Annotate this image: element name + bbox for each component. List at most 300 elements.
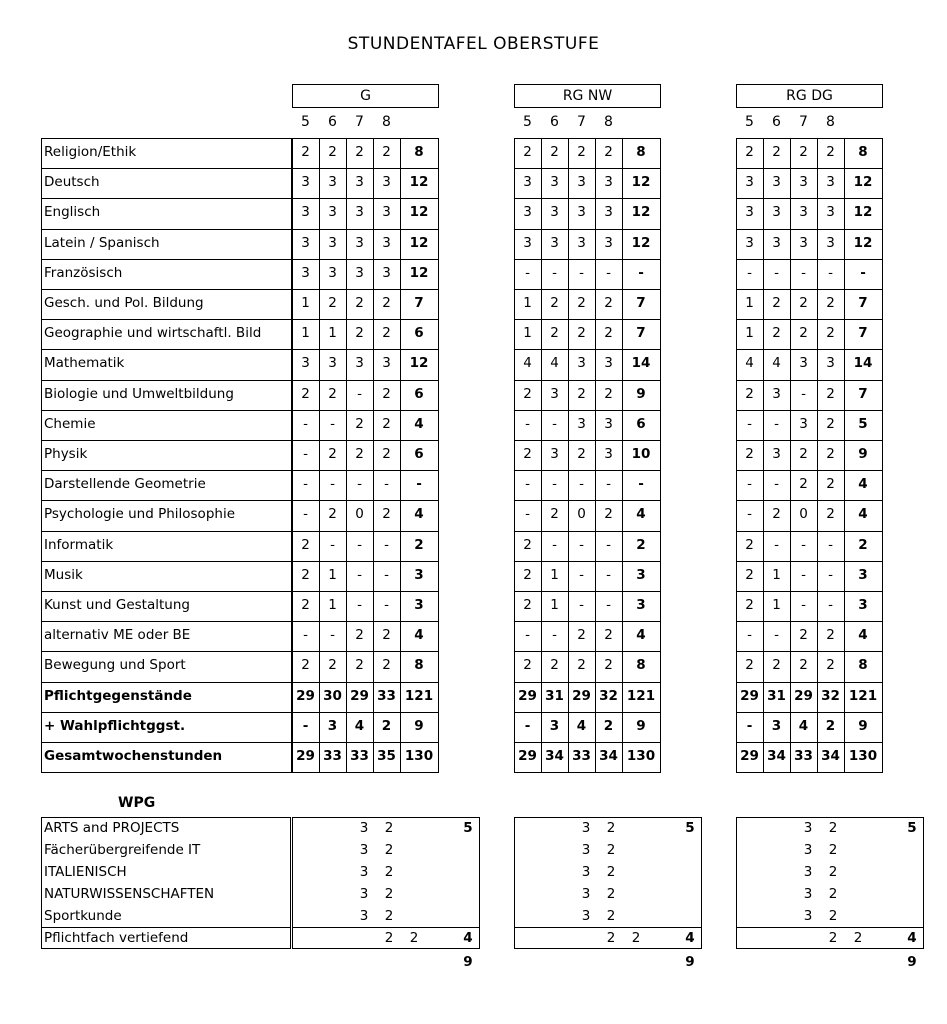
total-cell: 6 <box>414 325 424 342</box>
hours-cell: 2 <box>550 506 559 523</box>
grid-line <box>514 259 661 260</box>
hours-cell: 1 <box>523 295 532 311</box>
hours-cell: 33 <box>572 748 591 764</box>
grid-line <box>41 591 292 592</box>
wpg-hours-cell: 2 <box>853 930 863 946</box>
hours-cell: 2 <box>382 627 391 644</box>
hours-cell: - <box>384 536 389 553</box>
wpg-hours-cell: 2 <box>409 930 419 946</box>
grid-line <box>514 380 661 381</box>
hours-cell: 3 <box>577 174 586 191</box>
grid-line <box>514 198 661 199</box>
total-cell: 3 <box>636 566 646 583</box>
hours-cell: 2 <box>826 506 835 523</box>
hours-cell: - <box>579 597 584 613</box>
hours-cell: 2 <box>328 506 337 523</box>
total-cell: 6 <box>414 385 424 402</box>
hours-cell: - <box>828 536 833 553</box>
hours-cell: 3 <box>550 446 559 462</box>
total-cell: 4 <box>414 415 424 432</box>
total-cell: 3 <box>858 566 868 583</box>
hours-cell: 2 <box>328 446 337 462</box>
grid-line <box>319 138 320 772</box>
hours-cell: 2 <box>550 295 559 311</box>
hours-cell: 3 <box>799 415 808 432</box>
grid-line <box>292 621 439 622</box>
subject-label: Englisch <box>44 204 101 221</box>
grid-line <box>514 138 515 772</box>
grid-line <box>736 772 883 773</box>
wpg-hours-cell: 2 <box>384 820 394 836</box>
grid-line <box>292 772 439 773</box>
grid-line <box>736 410 883 411</box>
wpg-hours-cell: 2 <box>828 908 838 924</box>
grid-line <box>736 168 883 169</box>
hours-cell: 2 <box>301 144 310 160</box>
total-cell: 3 <box>414 597 424 613</box>
hours-cell: 4 <box>576 717 587 734</box>
hours-cell: 2 <box>604 627 613 644</box>
wpg-total-cell: 5 <box>463 820 473 836</box>
hours-cell: 2 <box>523 385 532 402</box>
hours-cell: 1 <box>550 566 559 583</box>
hours-cell: 30 <box>323 687 342 704</box>
hours-cell: - <box>357 597 362 613</box>
grid-line <box>292 349 439 350</box>
hours-cell: - <box>579 536 584 553</box>
hours-cell: 2 <box>523 536 532 553</box>
grid-line <box>844 138 845 772</box>
total-cell: 12 <box>853 204 873 221</box>
grid-line <box>514 229 661 230</box>
total-cell: 12 <box>853 234 873 251</box>
wpg-hours-cell: 3 <box>581 842 591 858</box>
hours-cell: 2 <box>826 476 835 493</box>
grid-line <box>514 470 661 471</box>
hours-cell: 1 <box>772 597 781 613</box>
hours-cell: - <box>330 415 335 432</box>
hours-cell: 3 <box>301 355 310 372</box>
grid-line <box>292 531 439 532</box>
hours-cell: - <box>384 566 389 583</box>
hours-cell: 2 <box>382 415 391 432</box>
hours-cell: 2 <box>772 506 781 523</box>
total-cell: 9 <box>858 446 868 462</box>
total-cell: 12 <box>409 204 429 221</box>
grid-line <box>41 470 292 471</box>
grid-line <box>292 259 439 260</box>
hours-cell: 2 <box>799 144 808 160</box>
grid-line <box>292 289 439 290</box>
hours-cell: 2 <box>550 144 559 160</box>
wpg-hours-cell: 2 <box>606 886 616 902</box>
grid-line <box>514 621 661 622</box>
hours-cell: 2 <box>301 385 310 402</box>
total-cell: 121 <box>404 687 434 704</box>
hours-cell: 2 <box>745 446 754 462</box>
hours-cell: 3 <box>577 415 586 432</box>
hours-cell: 2 <box>523 597 532 613</box>
hours-cell: 29 <box>296 687 315 704</box>
wpg-hours-cell: 3 <box>359 820 369 836</box>
hours-cell: 3 <box>550 204 559 221</box>
hours-cell: 0 <box>799 506 808 523</box>
year-label: 7 <box>799 114 808 130</box>
year-label: 7 <box>355 114 364 130</box>
hours-cell: - <box>552 264 557 281</box>
hours-cell: 3 <box>577 355 586 372</box>
total-cell: 8 <box>636 657 646 674</box>
hours-cell: 3 <box>328 264 337 281</box>
wpg-hours-cell: 2 <box>384 908 394 924</box>
subject-label: Mathematik <box>44 355 125 372</box>
total-cell: 9 <box>414 717 424 734</box>
hours-cell: 3 <box>382 264 391 281</box>
hours-cell: - <box>330 536 335 553</box>
hours-cell: - <box>552 627 557 644</box>
hours-cell: - <box>525 476 530 493</box>
grid-line <box>736 319 883 320</box>
grid-line <box>514 531 661 532</box>
hours-cell: - <box>801 566 806 583</box>
wpg-row-label: Fächerübergreifende IT <box>44 842 201 858</box>
hours-cell: 2 <box>523 144 532 160</box>
wpg-grand-total: 9 <box>907 954 917 970</box>
hours-cell: 2 <box>799 657 808 674</box>
grid-line <box>292 682 439 683</box>
hours-cell: 29 <box>740 748 759 764</box>
hours-cell: - <box>384 597 389 613</box>
total-cell: 12 <box>631 174 651 191</box>
hours-cell: 2 <box>382 446 391 462</box>
total-cell: 3 <box>414 566 424 583</box>
hours-cell: 2 <box>523 566 532 583</box>
hours-cell: 3 <box>355 174 364 191</box>
total-cell: 2 <box>636 536 646 553</box>
hours-cell: 2 <box>745 536 754 553</box>
hours-cell: - <box>801 385 806 402</box>
hours-cell: 2 <box>577 385 586 402</box>
grid-line <box>736 440 883 441</box>
grid-line <box>736 198 883 199</box>
grid-line <box>400 138 401 772</box>
total-cell: 12 <box>409 234 429 251</box>
grid-line <box>292 168 439 169</box>
grid-line <box>292 742 439 743</box>
hours-cell: - <box>606 597 611 613</box>
subject-label: Biologie und Umweltbildung <box>44 385 234 402</box>
subject-label: alternativ ME oder BE <box>44 627 191 644</box>
total-cell: 9 <box>636 717 646 734</box>
hours-cell: 3 <box>799 174 808 191</box>
hours-cell: - <box>746 717 753 734</box>
total-cell: - <box>860 264 866 281</box>
hours-cell: 2 <box>577 295 586 311</box>
grid-line <box>292 470 439 471</box>
hours-cell: 2 <box>604 325 613 342</box>
wpg-hours-cell: 2 <box>828 930 838 946</box>
hours-cell: 33 <box>377 687 396 704</box>
hours-cell: 2 <box>382 144 391 160</box>
wpg-hours-cell: 3 <box>803 886 813 902</box>
grid-line <box>41 561 292 562</box>
total-cell: 5 <box>858 415 868 432</box>
subject-label: Gesch. und Pol. Bildung <box>44 295 204 311</box>
hours-cell: 3 <box>550 385 559 402</box>
wpg-hours-cell: 2 <box>384 842 394 858</box>
wpg-hours-cell: 3 <box>359 842 369 858</box>
hours-cell: 2 <box>328 657 337 674</box>
hours-cell: - <box>525 415 530 432</box>
total-cell: - <box>638 476 644 493</box>
hours-cell: 3 <box>301 264 310 281</box>
grid-line <box>568 138 569 772</box>
subject-label: Geographie und wirtschaftl. Bild <box>44 325 262 342</box>
hours-cell: 3 <box>549 717 560 734</box>
total-cell: 8 <box>858 144 868 160</box>
grid-line <box>292 591 439 592</box>
hours-cell: - <box>747 264 752 281</box>
subject-label: Religion/Ethik <box>44 144 137 160</box>
hours-cell: 3 <box>301 204 310 221</box>
hours-cell: 2 <box>826 415 835 432</box>
hours-cell: 1 <box>772 566 781 583</box>
group-header: G <box>292 84 439 108</box>
wpg-hours-cell: 2 <box>606 842 616 858</box>
hours-cell: 3 <box>382 204 391 221</box>
year-label: 6 <box>328 114 337 130</box>
total-cell: 3 <box>636 597 646 613</box>
hours-cell: 2 <box>745 597 754 613</box>
subject-label: Französisch <box>44 264 123 281</box>
hours-cell: 3 <box>826 204 835 221</box>
hours-cell: 2 <box>328 385 337 402</box>
grid-line <box>41 410 292 411</box>
hours-cell: 3 <box>382 174 391 191</box>
hours-cell: - <box>606 264 611 281</box>
wpg-hours-cell: 3 <box>359 864 369 880</box>
subject-label: Physik <box>44 446 88 462</box>
hours-cell: 2 <box>577 144 586 160</box>
grid-line <box>41 500 292 501</box>
wpg-hours-cell: 2 <box>828 820 838 836</box>
hours-cell: - <box>774 627 779 644</box>
hours-cell: 2 <box>577 657 586 674</box>
subject-label: + Wahlpflichtggst. <box>44 717 186 734</box>
grid-line <box>736 259 883 260</box>
grid-line <box>514 500 661 501</box>
hours-cell: 2 <box>799 325 808 342</box>
grid-line <box>736 561 883 562</box>
hours-cell: 3 <box>523 174 532 191</box>
hours-cell: 2 <box>604 385 613 402</box>
hours-cell: 3 <box>604 415 613 432</box>
hours-cell: 29 <box>518 748 537 764</box>
hours-cell: 3 <box>799 204 808 221</box>
hours-cell: 3 <box>745 234 754 251</box>
hours-cell: 4 <box>550 355 559 372</box>
grid-line <box>514 410 661 411</box>
hours-cell: 3 <box>355 355 364 372</box>
grid-line <box>514 289 661 290</box>
grid-line <box>736 349 883 350</box>
hours-cell: 3 <box>772 446 781 462</box>
total-cell: 14 <box>853 355 873 372</box>
subject-label: Pflichtgegenstände <box>44 687 192 704</box>
total-cell: 10 <box>631 446 651 462</box>
hours-cell: 1 <box>745 325 754 342</box>
hours-cell: 32 <box>821 687 840 704</box>
hours-cell: 2 <box>772 657 781 674</box>
grid-line <box>292 380 439 381</box>
grid-line <box>514 440 661 441</box>
wpg-grand-total: 9 <box>685 954 695 970</box>
total-cell: 2 <box>858 536 868 553</box>
subject-label: Darstellende Geometrie <box>44 476 206 493</box>
subject-label: Musik <box>44 566 83 583</box>
hours-cell: 4 <box>798 717 809 734</box>
grid-line <box>292 440 439 441</box>
total-cell: 4 <box>636 506 646 523</box>
total-cell: 12 <box>409 355 429 372</box>
wpg-hours-cell: 2 <box>606 930 616 946</box>
subject-label: Informatik <box>44 536 114 553</box>
grid-line <box>41 289 292 290</box>
hours-cell: 3 <box>826 355 835 372</box>
total-cell: 6 <box>636 415 646 432</box>
hours-cell: - <box>330 476 335 493</box>
hours-cell: 3 <box>355 264 364 281</box>
hours-cell: - <box>774 536 779 553</box>
grid-line <box>41 682 292 683</box>
hours-cell: 34 <box>821 748 840 764</box>
grid-line <box>41 621 292 622</box>
grid-line <box>514 319 661 320</box>
hours-cell: - <box>357 476 362 493</box>
subject-label: Chemie <box>44 415 96 432</box>
hours-cell: 29 <box>794 687 813 704</box>
hours-cell: - <box>357 385 362 402</box>
total-cell: 121 <box>848 687 878 704</box>
hours-cell: 32 <box>599 687 618 704</box>
hours-cell: 1 <box>328 566 337 583</box>
grid-line <box>514 772 661 773</box>
total-cell: 12 <box>631 234 651 251</box>
hours-cell: 2 <box>550 325 559 342</box>
hours-cell: - <box>579 566 584 583</box>
hours-cell: - <box>552 536 557 553</box>
hours-cell: 2 <box>604 657 613 674</box>
hours-cell: 3 <box>604 204 613 221</box>
hours-cell: 2 <box>382 506 391 523</box>
wpg-total-cell: 4 <box>463 930 473 946</box>
hours-cell: - <box>579 476 584 493</box>
hours-cell: 3 <box>382 234 391 251</box>
wpg-hours-cell: 3 <box>803 820 813 836</box>
hours-cell: 31 <box>545 687 564 704</box>
hours-cell: 3 <box>604 234 613 251</box>
hours-cell: - <box>828 566 833 583</box>
hours-cell: - <box>801 264 806 281</box>
grid-line <box>292 651 439 652</box>
hours-cell: 2 <box>826 144 835 160</box>
subject-label: Psychologie und Philosophie <box>44 506 235 523</box>
hours-cell: 3 <box>328 174 337 191</box>
hours-cell: 35 <box>377 748 396 764</box>
hours-cell: 0 <box>355 506 364 523</box>
hours-cell: 3 <box>604 174 613 191</box>
total-cell: - <box>638 264 644 281</box>
wpg-hours-cell: 2 <box>384 930 394 946</box>
year-label: 6 <box>550 114 559 130</box>
grid-line <box>41 742 292 743</box>
hours-cell: 3 <box>328 355 337 372</box>
wpg-hours-cell: 2 <box>606 908 616 924</box>
total-cell: 3 <box>858 597 868 613</box>
hours-cell: - <box>525 627 530 644</box>
hours-cell: 2 <box>381 717 392 734</box>
year-label: 5 <box>301 114 310 130</box>
hours-cell: 3 <box>745 174 754 191</box>
wpg-hours-cell: 3 <box>359 908 369 924</box>
year-label: 5 <box>523 114 532 130</box>
grid-line <box>41 138 42 772</box>
hours-cell: 2 <box>799 446 808 462</box>
hours-cell: 2 <box>382 295 391 311</box>
hours-cell: - <box>303 627 308 644</box>
hours-cell: 2 <box>826 446 835 462</box>
grid-line <box>41 380 292 381</box>
total-cell: 7 <box>858 325 868 342</box>
hours-cell: 2 <box>550 657 559 674</box>
grid-line <box>736 500 883 501</box>
grid-line <box>41 349 292 350</box>
grid-line <box>514 138 661 139</box>
hours-cell: 33 <box>794 748 813 764</box>
hours-cell: 2 <box>301 597 310 613</box>
wpg-hours-cell: 2 <box>828 886 838 902</box>
wpg-row-label: ARTS and PROJECTS <box>44 820 180 836</box>
total-cell: 4 <box>858 476 868 493</box>
total-cell: 4 <box>858 627 868 644</box>
wpg-hours-cell: 3 <box>581 864 591 880</box>
grid-line <box>292 138 293 772</box>
hours-cell: - <box>828 264 833 281</box>
hours-cell: 2 <box>577 446 586 462</box>
wpg-hours-cell: 2 <box>828 864 838 880</box>
hours-cell: 2 <box>604 506 613 523</box>
subject-label: Deutsch <box>44 174 100 191</box>
hours-cell: - <box>525 506 530 523</box>
hours-cell: - <box>801 597 806 613</box>
hours-cell: 34 <box>767 748 786 764</box>
hours-cell: 2 <box>328 295 337 311</box>
hours-cell: 3 <box>355 204 364 221</box>
hours-cell: 3 <box>577 204 586 221</box>
hours-cell: - <box>302 717 309 734</box>
wpg-total-cell: 4 <box>907 930 917 946</box>
hours-cell: 3 <box>382 355 391 372</box>
grid-line <box>373 138 374 772</box>
hours-cell: 2 <box>355 415 364 432</box>
grid-line <box>41 531 292 532</box>
total-cell: 2 <box>414 536 424 553</box>
grid-line <box>292 712 439 713</box>
hours-cell: 3 <box>328 234 337 251</box>
total-cell: 6 <box>414 446 424 462</box>
hours-cell: - <box>747 476 752 493</box>
hours-cell: 31 <box>767 687 786 704</box>
